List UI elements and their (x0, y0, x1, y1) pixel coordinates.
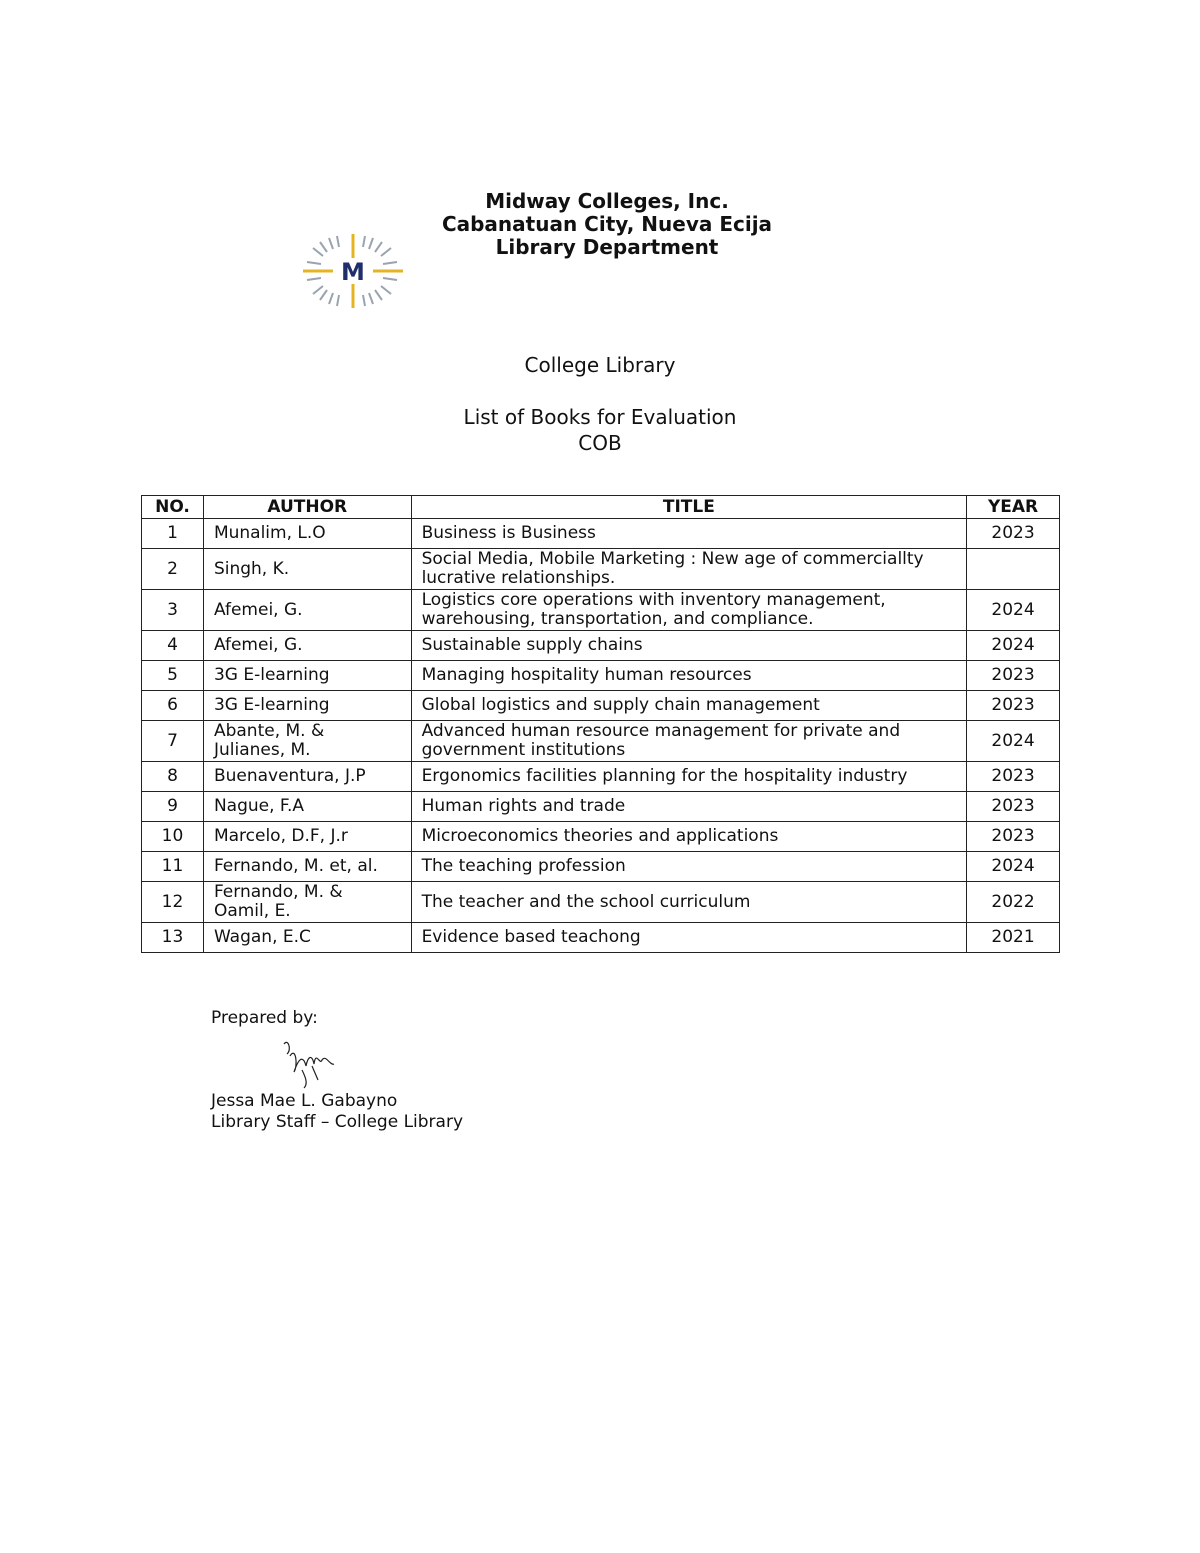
cell-title: Sustainable supply chains (411, 631, 967, 661)
list-title: List of Books for Evaluation (463, 405, 737, 429)
table-row (142, 631, 1060, 661)
table-row (142, 661, 1060, 691)
cell-no: 9 (142, 792, 204, 822)
table-row (142, 519, 1060, 549)
cell-no: 12 (142, 882, 204, 923)
cell-no: 13 (142, 923, 204, 953)
cell-year: 2023 (967, 519, 1060, 549)
cell-author: Buenaventura, J.P (203, 762, 411, 792)
table-row (142, 822, 1060, 852)
table-row (142, 852, 1060, 882)
cell-author: Munalim, L.O (203, 519, 411, 549)
table-row (142, 762, 1060, 792)
cell-author: Fernando, M. & Oamil, E. (203, 882, 411, 923)
header-no: NO. (142, 496, 204, 519)
cell-author: Nague, F.A (203, 792, 411, 822)
cell-author: Abante, M. & Julianes, M. (203, 721, 411, 762)
cell-author: 3G E-learning (203, 661, 411, 691)
cell-author: Afemei, G. (203, 590, 411, 631)
signature (278, 1036, 342, 1090)
cell-year: 2024 (967, 852, 1060, 882)
cell-no: 4 (142, 631, 204, 661)
cell-author: Marcelo, D.F, J.r (203, 822, 411, 852)
cell-title: Advanced human resource management for private and government institutions (411, 721, 967, 762)
cell-no: 10 (142, 822, 204, 852)
cell-year: 2023 (967, 822, 1060, 852)
cell-title: Social Media, Mobile Marketing : New age of commerciallty lucrative relationships. (411, 549, 967, 590)
cell-year: 2023 (967, 661, 1060, 691)
section-title: College Library (524, 353, 676, 377)
table-header-row (142, 496, 1060, 519)
list-code: COB (578, 431, 622, 455)
table-row (142, 792, 1060, 822)
cell-no: 1 (142, 519, 204, 549)
cell-no: 8 (142, 762, 204, 792)
cell-author: Fernando, M. et, al. (203, 852, 411, 882)
header-author: AUTHOR (203, 496, 411, 519)
table-row (142, 721, 1060, 762)
college-logo (303, 234, 403, 308)
cell-year: 2023 (967, 792, 1060, 822)
logo-letter: M (341, 258, 365, 286)
document-header (400, 190, 814, 259)
table-row (142, 923, 1060, 953)
cell-title: Human rights and trade (411, 792, 967, 822)
cell-year: 2024 (967, 631, 1060, 661)
cell-title: The teaching profession (411, 852, 967, 882)
signatory (211, 1091, 463, 1133)
cell-no: 6 (142, 691, 204, 721)
header-title: TITLE (411, 496, 967, 519)
cell-author: Wagan, E.C (203, 923, 411, 953)
cell-author: Singh, K. (203, 549, 411, 590)
cell-author: 3G E-learning (203, 691, 411, 721)
table-row (142, 882, 1060, 923)
cell-no: 7 (142, 721, 204, 762)
cell-year (967, 549, 1060, 590)
cell-year: 2023 (967, 691, 1060, 721)
prepared-by-label: Prepared by: (211, 1008, 318, 1028)
list-heading (0, 404, 1200, 456)
org-department: Library Department (495, 235, 719, 259)
cell-no: 2 (142, 549, 204, 590)
table-row (142, 590, 1060, 631)
cell-no: 5 (142, 661, 204, 691)
cell-title: Ergonomics facilities planning for the hospitality industry (411, 762, 967, 792)
cell-no: 11 (142, 852, 204, 882)
cell-title: Evidence based teachong (411, 923, 967, 953)
cell-title: Business is Business (411, 519, 967, 549)
cell-year: 2023 (967, 762, 1060, 792)
cell-title: Logistics core operations with inventory management, warehousing, transportation, and compliance. (411, 590, 967, 631)
cell-author: Afemei, G. (203, 631, 411, 661)
table-row (142, 691, 1060, 721)
cell-year: 2024 (967, 721, 1060, 762)
signatory-name: Jessa Mae L. Gabayno (211, 1091, 398, 1111)
cell-no: 3 (142, 590, 204, 631)
cell-title: The teacher and the school curriculum (411, 882, 967, 923)
signatory-position: Library Staff – College Library (211, 1112, 464, 1132)
org-name: Midway Colleges, Inc. (485, 189, 729, 213)
cell-year: 2024 (967, 590, 1060, 631)
org-city: Cabanatuan City, Nueva Ecija (441, 212, 773, 236)
books-table (141, 495, 1060, 953)
cell-year: 2022 (967, 882, 1060, 923)
cell-title: Managing hospitality human resources (411, 661, 967, 691)
cell-title: Global logistics and supply chain management (411, 691, 967, 721)
cell-title: Microeconomics theories and applications (411, 822, 967, 852)
table-row (142, 549, 1060, 590)
cell-year: 2021 (967, 923, 1060, 953)
header-year: YEAR (967, 496, 1060, 519)
